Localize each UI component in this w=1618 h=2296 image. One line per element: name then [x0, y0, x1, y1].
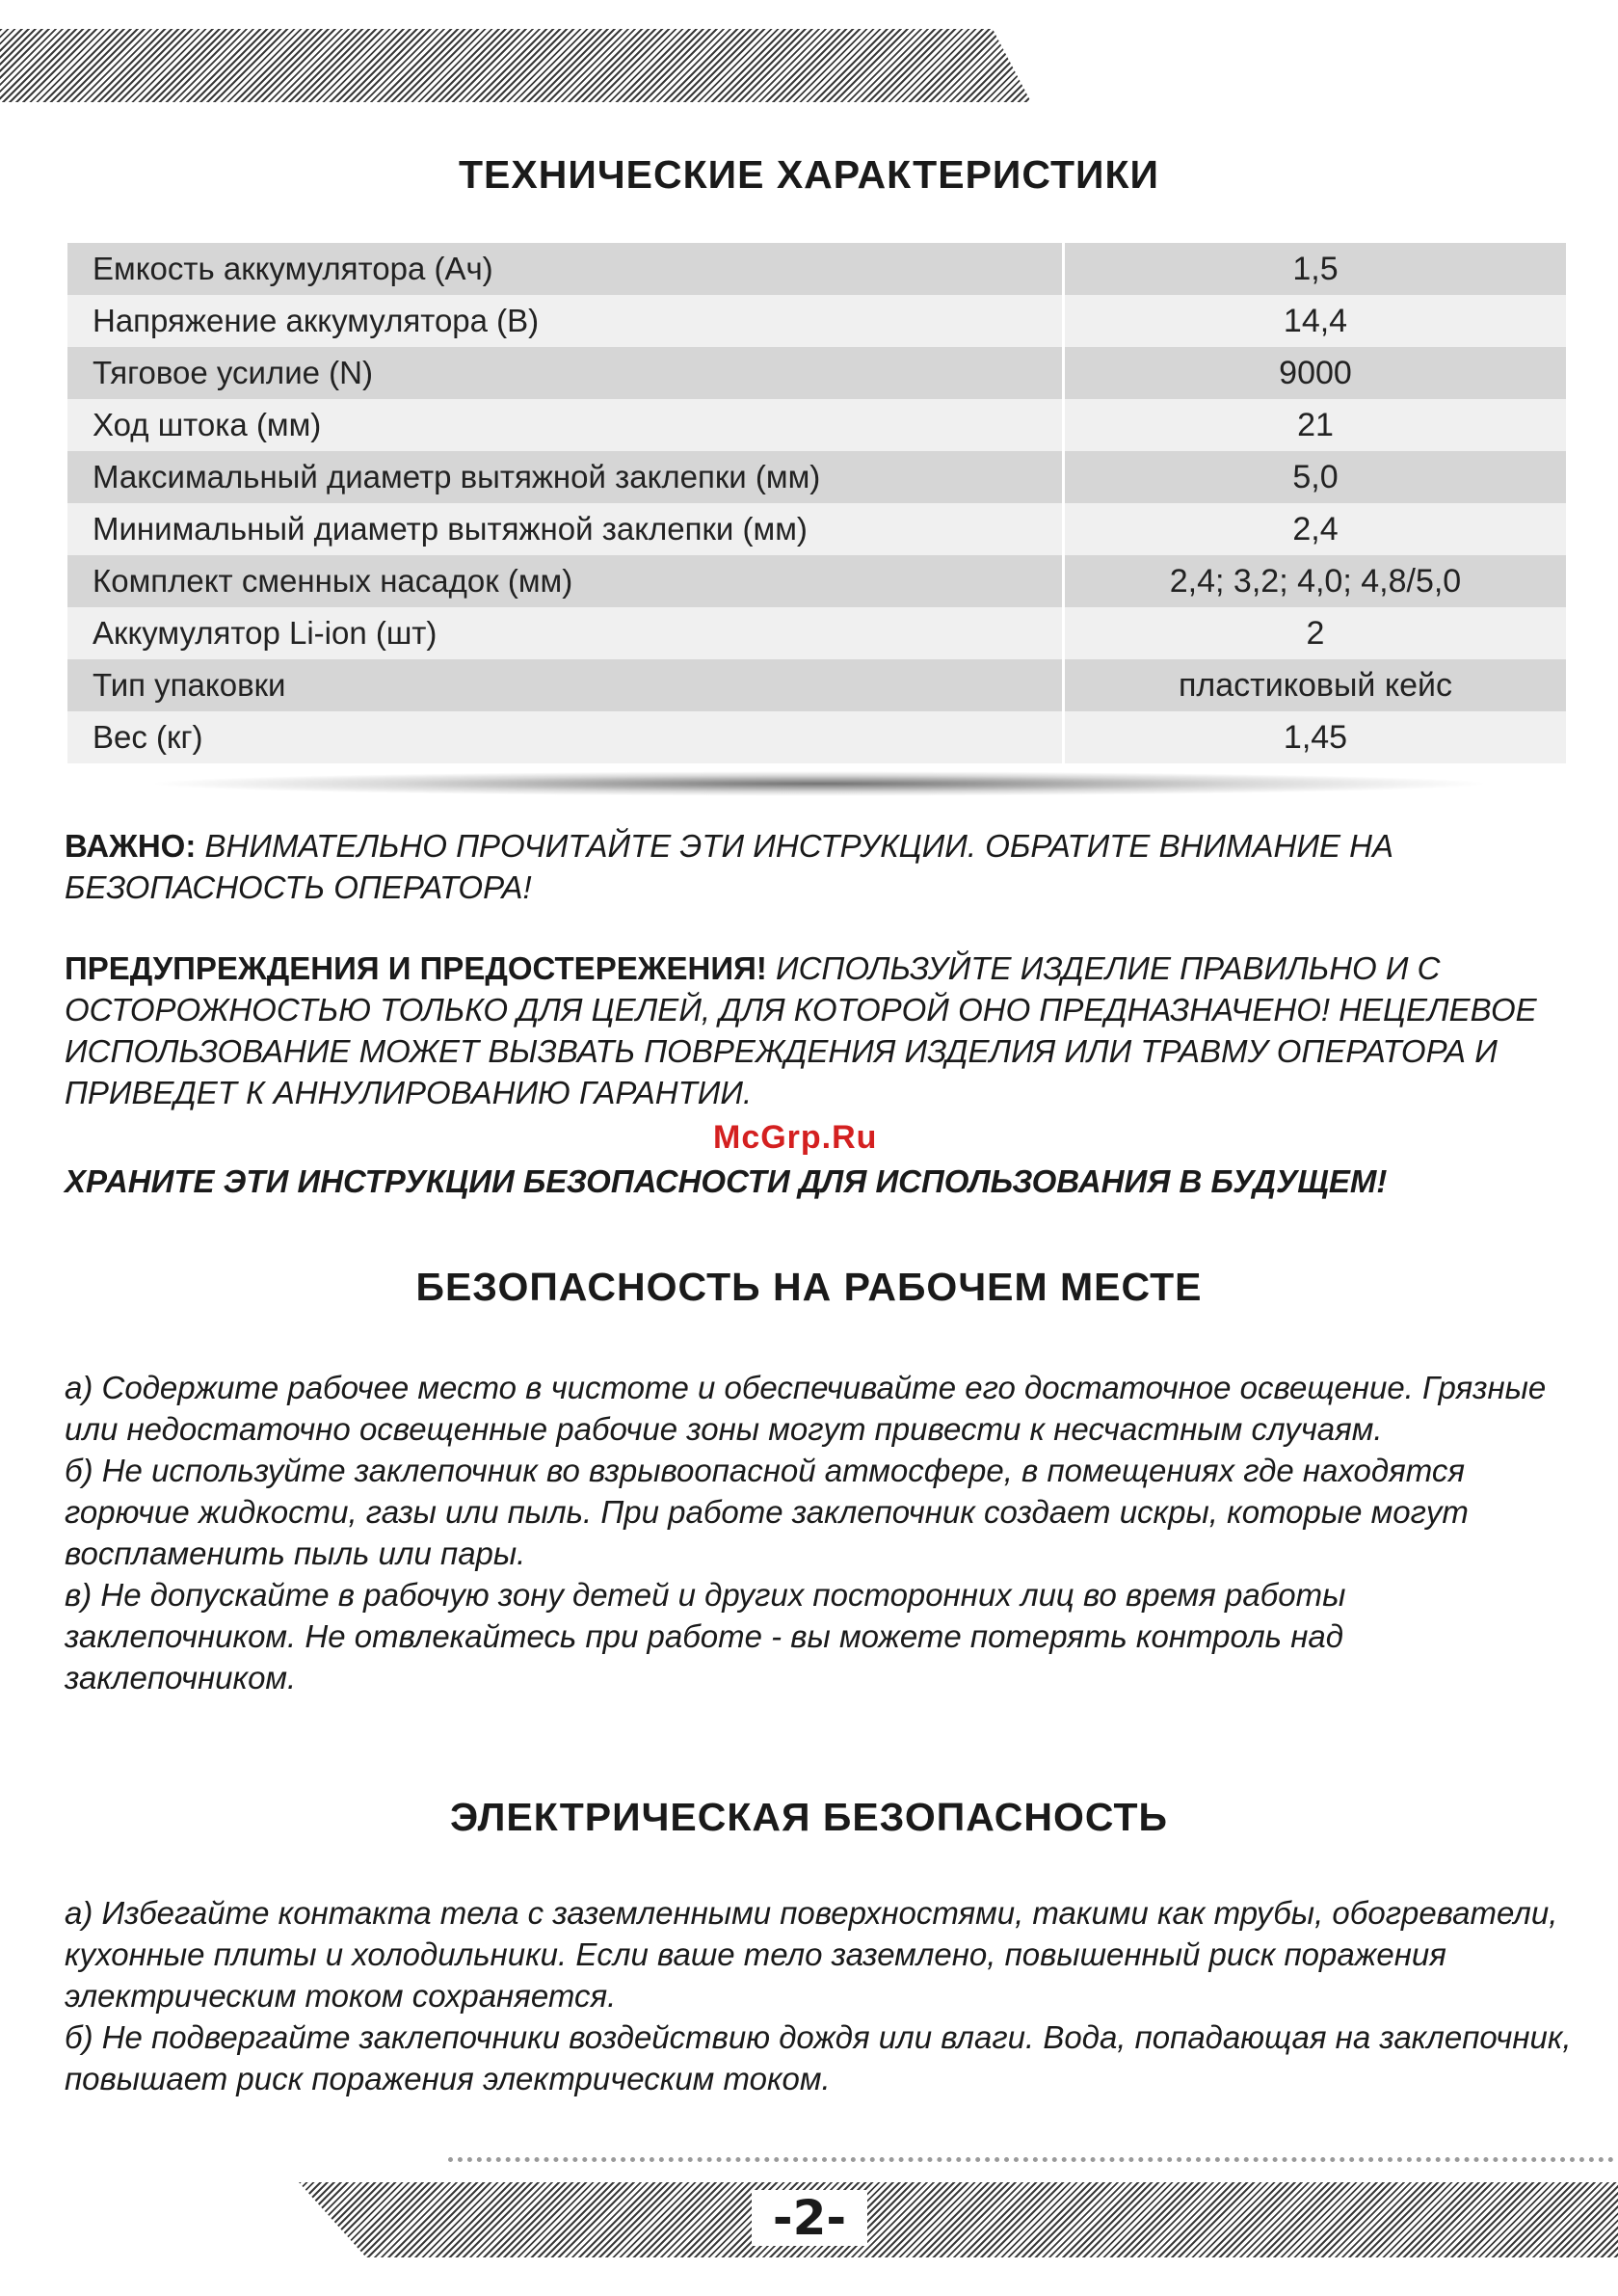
spec-value: 1,45 — [1283, 718, 1348, 756]
workplace-heading: БЕЗОПАСНОСТЬ НА РАБОЧЕМ МЕСТЕ — [415, 1265, 1203, 1309]
spec-label: Аккумулятор Li-ion (шт) — [67, 607, 1065, 659]
table-shadow — [145, 771, 1494, 796]
important-notice — [65, 825, 1568, 908]
electrical-item: б) Не подвергайте заклепочники воздействию дождя или влаги. Вода, попадающая на заклепочник, повышает риск поражения электрическим током. — [65, 2019, 1572, 2096]
spec-value: пластиковый кейс — [1179, 666, 1452, 704]
spec-label: Максимальный диаметр вытяжной заклепки (мм) — [67, 451, 1065, 503]
footer-dotted-line — [448, 2157, 1614, 2162]
spec-label: Вес (кг) — [67, 711, 1065, 763]
spec-value: 14,4 — [1283, 302, 1348, 339]
spec-value: 2,4 — [1292, 510, 1339, 547]
keep-instructions-notice: ХРАНИТЕ ЭТИ ИНСТРУКЦИИ БЕЗОПАСНОСТИ ДЛЯ ИСПОЛЬЗОВАНИЯ В БУДУЩЕМ! — [65, 1163, 1388, 1199]
spec-row — [67, 659, 1566, 711]
electrical-section — [65, 1892, 1582, 2099]
spec-row — [67, 711, 1566, 763]
spec-label: Емкость аккумулятора (Ач) — [67, 243, 1065, 295]
top-stripe-band — [0, 29, 1031, 102]
important-label: ВАЖНО: — [65, 828, 197, 864]
spec-label: Тип упаковки — [67, 659, 1065, 711]
warnings-label: ПРЕДУПРЕЖДЕНИЯ И ПРЕДОСТЕРЕЖЕНИЯ! — [65, 950, 767, 986]
spec-label: Напряжение аккумулятора (В) — [67, 295, 1065, 347]
spec-value: 1,5 — [1292, 250, 1339, 287]
page-number: -2- — [752, 2190, 867, 2246]
spec-value: 2,4; 3,2; 4,0; 4,8/5,0 — [1169, 562, 1462, 600]
spec-label: Комплект сменных насадок (мм) — [67, 555, 1065, 607]
spec-label: Ход штока (мм) — [67, 399, 1065, 451]
workplace-item: а) Содержите рабочее место в чистоте и обеспечивайте его достаточное освещение. Грязные или недостаточно освещенные рабочие зоны могут привести к несчастным случаям. — [65, 1370, 1547, 1447]
electrical-item: а) Избегайте контакта тела с заземленными поверхностями, такими как трубы, обогреватели, кухонные плиты и холодильники. Если ваше тело заземлено, повышенный риск поражения электрическим током сохраняется. — [65, 1895, 1558, 2014]
spec-value: 21 — [1297, 406, 1334, 443]
workplace-section — [65, 1367, 1582, 1698]
workplace-item: в) Не допускайте в рабочую зону детей и других посторонних лиц во время работы заклепочником. Не отвлекайтесь при работе - вы можете потерять контроль над заклепочником. — [65, 1577, 1346, 1695]
important-text: ВНИМАТЕЛЬНО ПРОЧИТАЙТЕ ЭТИ ИНСТРУКЦИИ. ОБРАТИТЕ ВНИМАНИЕ НА БЕЗОПАСНОСТЬ ОПЕРАТОРА! — [65, 828, 1393, 905]
spec-label: Минимальный диаметр вытяжной заклепки (мм) — [67, 503, 1065, 555]
warnings-text: ИСПОЛЬЗУЙТЕ ИЗДЕЛИЕ ПРАВИЛЬНО И С ОСТОРОЖНОСТЬЮ ТОЛЬКО ДЛЯ ЦЕЛЕЙ, ДЛЯ КОТОРОЙ ОНО ПРЕДНАЗНАЧЕНО! НЕЦЕЛЕВОЕ ИСПОЛЬЗОВАНИЕ МОЖЕТ ВЫЗВАТЬ ПОВРЕЖДЕНИЯ ИЗДЕЛИЯ ИЛИ ТРАВМУ ОПЕРАТОРА И ПРИВЕДЕТ К АННУЛИРОВАНИЮ ГАРАНТИИ. — [65, 950, 1537, 1110]
electrical-heading: ЭЛЕКТРИЧЕСКАЯ БЕЗОПАСНОСТЬ — [449, 1795, 1168, 1839]
workplace-item: б) Не используйте заклепочник во взрывоопасной атмосфере, в помещениях где находятся горючие жидкости, газы или пыль. При работе заклепочник создает искры, которые могут воспламенить пыль или пары. — [65, 1453, 1469, 1571]
spec-row — [67, 503, 1566, 555]
spec-row — [67, 555, 1566, 607]
spec-label: Тяговое усилие (N) — [67, 347, 1065, 399]
specs-heading: ТЕХНИЧЕСКИЕ ХАРАКТЕРИСТИКИ — [459, 152, 1159, 197]
spec-value: 2 — [1306, 614, 1325, 652]
watermark-text: McGrp.Ru — [713, 1119, 878, 1156]
spec-table — [67, 243, 1566, 763]
spec-row — [67, 451, 1566, 503]
spec-row — [67, 295, 1566, 347]
spec-value: 9000 — [1279, 354, 1352, 391]
spec-row — [67, 399, 1566, 451]
spec-value: 5,0 — [1292, 458, 1339, 495]
spec-row — [67, 607, 1566, 659]
spec-row — [67, 243, 1566, 295]
warnings-notice — [65, 948, 1568, 1113]
spec-row — [67, 347, 1566, 399]
bottom-stripe-band — [299, 2182, 1618, 2257]
